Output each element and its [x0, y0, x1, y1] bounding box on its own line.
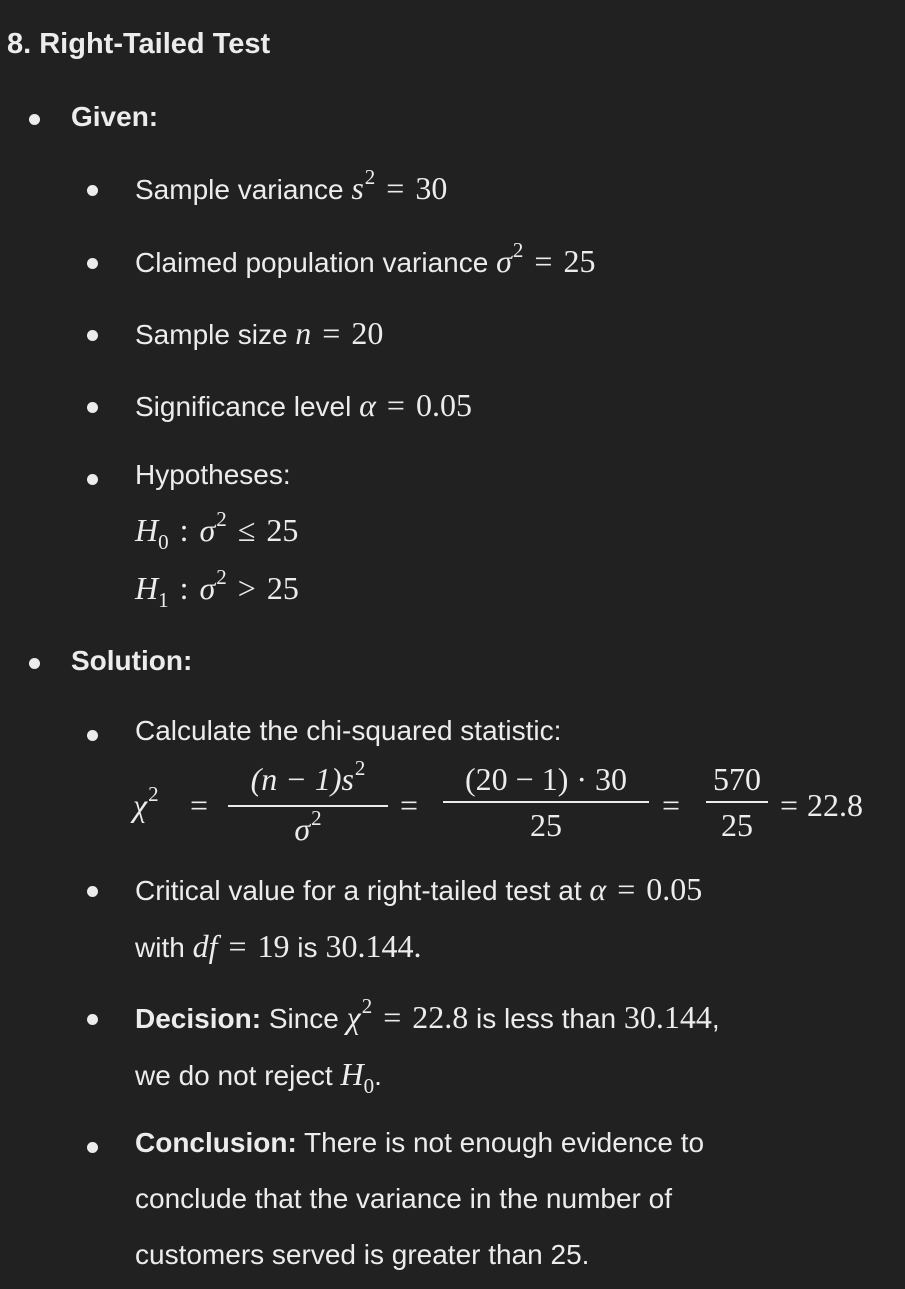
math-exponent: 2: [354, 756, 366, 780]
math-operator: =: [780, 787, 799, 823]
math-operator: =: [386, 387, 405, 423]
critical-text: Critical value for a right-tailed test at: [135, 875, 582, 906]
math-value: 25: [266, 570, 299, 606]
sample-size-item: [135, 315, 383, 352]
alternative-hypothesis: [135, 565, 299, 612]
given-label: Given:: [71, 101, 159, 132]
bullet-dot: [87, 402, 98, 413]
math-exponent: 2: [311, 806, 322, 830]
math-symbol: H: [135, 570, 159, 606]
math-exponent: 2: [216, 565, 227, 589]
math-operator: =: [190, 787, 209, 823]
conclusion-line-3: customers served is greater than 25.: [135, 1239, 590, 1270]
math-exponent: 2: [361, 994, 373, 1018]
sample-variance-item: [135, 165, 448, 207]
bullet-dot: [87, 474, 98, 485]
math-operator: =: [322, 315, 341, 351]
conclusion-label: Conclusion:: [135, 1127, 297, 1158]
math-value: 30.144: [623, 999, 712, 1035]
math-symbol: H: [135, 512, 159, 548]
decision-label: Decision:: [135, 1003, 262, 1034]
math-symbol: α: [589, 871, 607, 907]
math-value: 19: [257, 928, 290, 964]
fraction-numeric: [443, 759, 649, 845]
claimed-variance-item: [135, 238, 596, 280]
math-operator: ≤: [237, 512, 256, 548]
critical-line-1: [135, 871, 702, 908]
fraction-denominator: 25: [530, 807, 562, 843]
math-operator: =: [534, 243, 553, 279]
claimed-variance-text: Claimed population variance: [135, 247, 489, 278]
fraction-symbolic: [228, 756, 388, 853]
math-subscript: 0: [158, 530, 169, 554]
math-exponent: 2: [364, 165, 376, 189]
math-symbol: σ: [199, 512, 216, 548]
math-operator: :: [179, 570, 189, 606]
math-operator: =: [228, 928, 247, 964]
math-symbol: s: [351, 170, 364, 206]
section-heading: 8. Right-Tailed Test: [7, 28, 271, 60]
math-exponent: 2: [512, 238, 524, 262]
decision-text: Since: [268, 1003, 339, 1034]
math-symbol: χ: [346, 999, 361, 1035]
bullet-dot: [87, 886, 98, 897]
math-exponent: 2: [148, 782, 159, 806]
fraction-bar: [443, 801, 649, 803]
chi-square-lhs: [133, 782, 159, 824]
bullet-dot: [87, 1014, 98, 1025]
bullet-dot: [29, 114, 40, 125]
critical-line-2: with df = 19 is 30.144.: [135, 928, 422, 964]
math-value: 0.05: [415, 387, 472, 423]
math-subscript: 1: [158, 588, 169, 612]
math-value: 30: [415, 170, 448, 206]
critical-text: is: [297, 932, 318, 963]
fraction-simplified: [706, 759, 768, 845]
math-value: 25: [563, 243, 596, 279]
math-operator: =: [386, 170, 405, 206]
null-hypothesis: [135, 507, 299, 554]
chi-square-result: [780, 787, 863, 824]
conclusion-line-1: [135, 1127, 704, 1159]
decision-text: is less than: [476, 1003, 617, 1034]
bullet-dot: [87, 730, 98, 741]
math-value: 20: [351, 315, 384, 351]
fraction-numerator: $(n - 1)s^2$: [250, 756, 366, 797]
sample-size-text: Sample size: [135, 319, 288, 350]
math-operator: :: [179, 512, 189, 548]
hypotheses-label: Hypotheses:: [135, 459, 291, 490]
fraction-bar: [228, 805, 388, 807]
math-symbol: df: [192, 928, 218, 964]
math-exponent: 2: [216, 507, 227, 531]
solution-label: Solution:: [71, 645, 193, 676]
math-operator: =: [383, 999, 402, 1035]
sample-variance-text: Sample variance: [135, 174, 344, 205]
math-subscript: 0: [363, 1074, 375, 1098]
decision-text: we do not reject: [135, 1060, 333, 1091]
math-symbol: χ: [133, 787, 148, 823]
math-value: 22.8: [412, 999, 469, 1035]
math-symbol: σ: [199, 570, 216, 606]
bullet-dot: [87, 258, 98, 269]
fraction-denominator: 25: [721, 807, 753, 843]
significance-text: Significance level: [135, 391, 352, 422]
critical-value: 30.144: [325, 928, 414, 964]
bullet-dot: [87, 330, 98, 341]
math-operator: =: [400, 787, 419, 823]
math-symbol: σ: [496, 243, 512, 279]
fraction-numerator: 570: [713, 761, 761, 797]
math-value: 25: [266, 512, 299, 548]
math-value: 22.8: [807, 787, 864, 823]
math-operator: =: [662, 787, 681, 823]
math-symbol: α: [359, 387, 376, 423]
chi-square-text: Calculate the chi-squared statistic:: [135, 715, 562, 746]
conclusion-line-2: conclude that the variance in the number of: [135, 1183, 673, 1214]
bullet-dot: [87, 185, 98, 196]
significance-item: [135, 387, 472, 424]
decision-line-1: Decision: Since $\chi^2 = 22.8$ is less than 30.144,: [135, 994, 720, 1035]
bullet-dot: [29, 658, 40, 669]
math-symbol: H: [340, 1056, 364, 1092]
math-operator: =: [617, 871, 636, 907]
critical-text: with: [135, 932, 185, 963]
decision-line-2: we do not reject $H_0$.: [135, 1056, 382, 1098]
conclusion-text: There is not enough evidence to: [304, 1127, 705, 1158]
fraction-bar: [706, 801, 768, 803]
math-operator: >: [237, 570, 256, 606]
fraction-numerator: (20 − 1) · 30: [464, 761, 627, 797]
bullet-dot: [87, 1142, 98, 1153]
math-value: 0.05: [646, 871, 703, 907]
fraction-denominator: $\sigma^2$: [294, 806, 322, 847]
math-symbol: n: [295, 315, 312, 351]
